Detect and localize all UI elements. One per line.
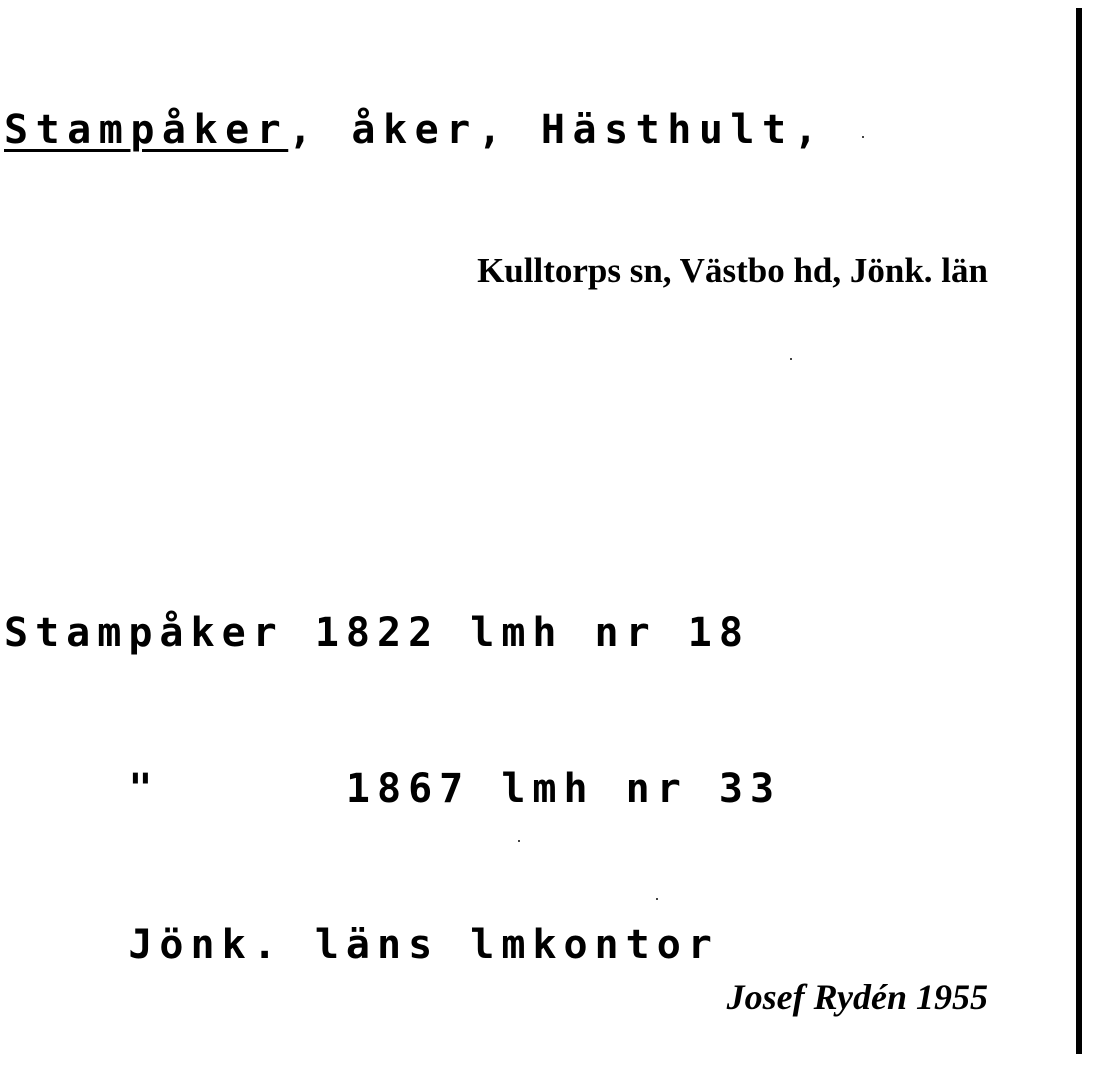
card-right-edge xyxy=(1076,8,1082,1054)
source-list xyxy=(4,503,781,1075)
paper-speck xyxy=(862,136,864,138)
source-line: Jönk. läns lmkontor xyxy=(4,922,719,968)
paper-speck xyxy=(518,840,520,842)
source-line: Stampåker 1822 lmh nr 18 xyxy=(4,610,750,656)
location-line: Kulltorps sn, Västbo hd, Jönk. län xyxy=(477,251,988,290)
paper-speck xyxy=(790,358,792,360)
card-heading xyxy=(4,104,825,156)
paper-speck xyxy=(656,898,658,900)
heading-place-name: Stampåker xyxy=(4,107,289,153)
signature-line: Josef Rydén 1955 xyxy=(726,977,988,1017)
heading-description: , åker, Hästhult, xyxy=(288,107,826,153)
source-line: " 1867 lmh nr 33 xyxy=(4,766,782,812)
